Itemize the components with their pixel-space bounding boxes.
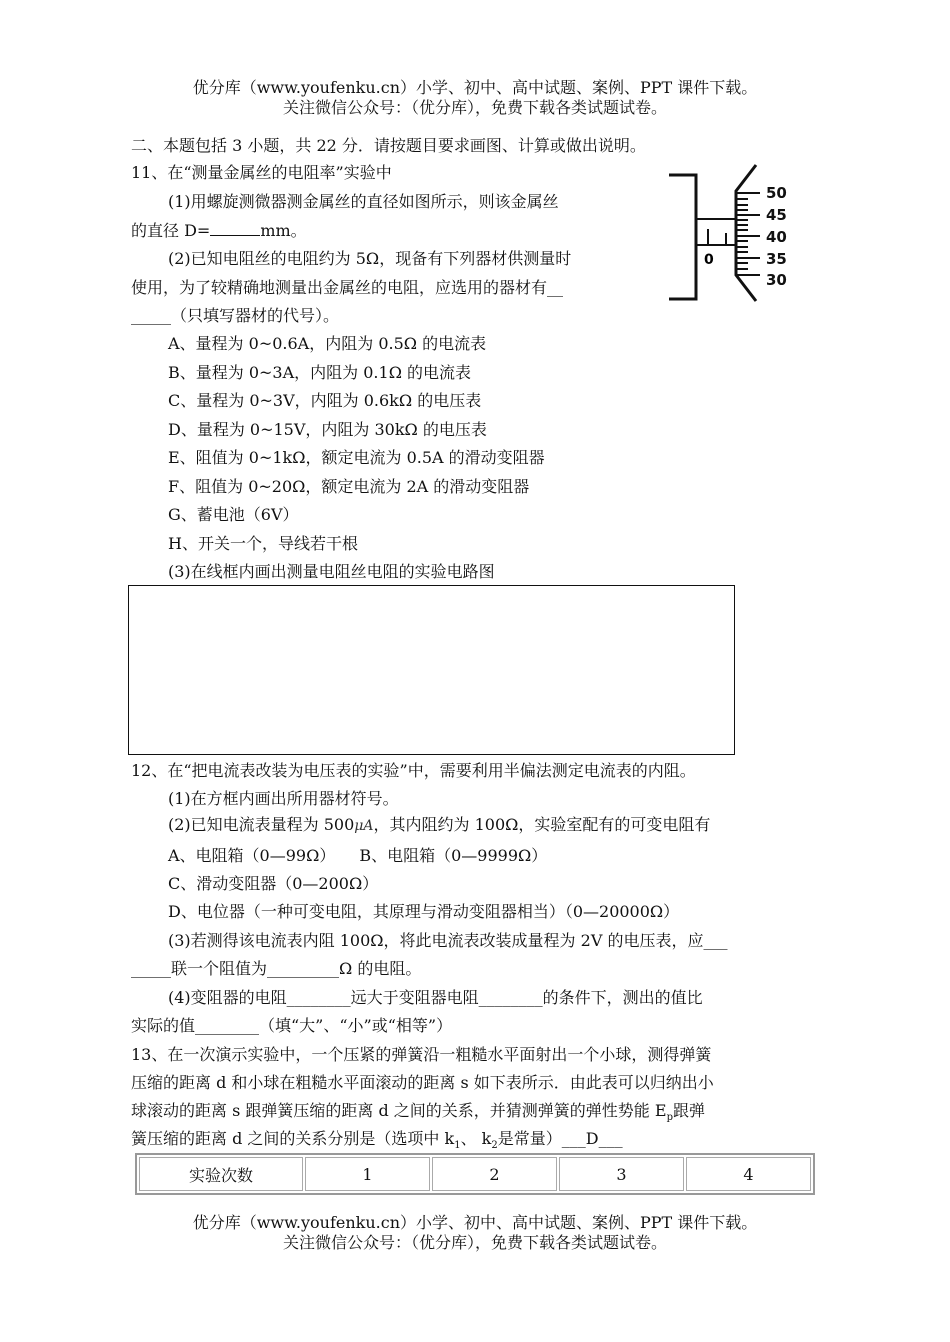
q12-unit-microamp: μA <box>354 818 374 834</box>
q12-option-d: D、电位器（一种可变电阻，其原理与滑动变阻器相当）（0—20000Ω） <box>168 902 680 921</box>
footer-line-1: 优分库（www.youfenku.cn）小学、初中、高中试题、案例、PPT 课件下载。 <box>192 1213 758 1232</box>
circuit-drawing-frame <box>128 585 735 755</box>
q13-line1: 13、在一次演示实验中，一个压紧的弹簧沿一粗糙水平面射出一个小球，测得弹簧 <box>131 1045 712 1064</box>
q13-line4-text: 簧压缩的距离 d 之间的关系分别是（选项中 k <box>131 1129 455 1148</box>
q11-part2-line3: _____（只填写器材的代号）。 <box>131 306 340 325</box>
q13-line3-tail: 跟弹 <box>672 1101 705 1120</box>
q11-diameter-label: 的直径 D= <box>131 221 211 240</box>
table-header-cell: 实验次数 <box>139 1157 303 1191</box>
q11-part2-line2: 使用，为了较精确地测量出金属丝的电阻，应选用的器材有__ <box>131 278 564 297</box>
micrometer-tick-30: 30 <box>766 271 787 289</box>
micrometer-tick-50: 50 <box>766 184 787 202</box>
q11-part1-line1: (1)用螺旋测微器测金属丝的直径如图所示，则该金属丝 <box>168 192 559 211</box>
q13-line2: 压缩的距离 d 和小球在粗糙水平面滚动的距离 s 如下表所示．由此表可以归纳出小 <box>131 1073 714 1092</box>
q11-diameter-unit: mm。 <box>260 221 307 240</box>
micrometer-tick-40: 40 <box>766 228 787 246</box>
q11-option-d: D、量程为 0~15V，内阻为 30kΩ 的电压表 <box>168 420 487 439</box>
table-col-4: 4 <box>686 1157 811 1191</box>
micrometer-figure <box>664 163 814 308</box>
q12-option-ab: A、电阻箱（0—99Ω） B、电阻箱（0—9999Ω） <box>168 846 548 865</box>
micrometer-thimble-ticks <box>736 193 760 275</box>
table-col-1: 1 <box>305 1157 430 1191</box>
q13-subscript-2: 2 <box>491 1140 498 1152</box>
micrometer-frame <box>669 175 696 299</box>
micrometer-tick-35: 35 <box>766 250 787 268</box>
q12-option-c: C、滑动变阻器（0—200Ω） <box>168 874 379 893</box>
table-row <box>139 1157 811 1191</box>
q13-line3 <box>131 1100 705 1129</box>
q11-option-g: G、蓄电池（6V） <box>168 505 299 524</box>
header-line-1: 优分库（www.youfenku.cn）小学、初中、高中试题、案例、PPT 课件下载。 <box>192 78 758 97</box>
q11-option-f: F、阻值为 0~20Ω，额定电流为 2A 的滑动变阻器 <box>168 477 530 496</box>
q11-option-b: B、量程为 0~3A，内阻为 0.1Ω 的电流表 <box>168 363 472 382</box>
q13-data-table <box>135 1153 815 1195</box>
q13-line3-text: 球滚动的距离 s 跟弹簧压缩的距离 d 之间的关系，并猜测弹簧的弹性势能 E <box>131 1101 667 1120</box>
q13-subscript-p: p <box>666 1112 673 1124</box>
q11-diameter-blank <box>210 219 260 236</box>
q11-title: 11、在“测量金属丝的电阻率”实验中 <box>131 163 392 182</box>
q11-part2-line1: (2)已知电阻丝的电阻约为 5Ω，现备有下列器材供测量时 <box>168 249 572 268</box>
q12-part2 <box>168 814 710 837</box>
header-line-2: 关注微信公众号：（优分库），免费下载各类试题试卷。 <box>282 98 667 117</box>
micrometer-zero-label: 0 <box>704 252 714 268</box>
table-col-2: 2 <box>432 1157 557 1191</box>
q13-line4-mid: 、 k <box>460 1129 492 1148</box>
section-title: 二、本题包括 3 小题，共 22 分．请按题目要求画图、计算或做出说明。 <box>131 136 646 155</box>
q12-part2-text-2: ，其内阻约为 100Ω，实验室配有的可变电阻有 <box>373 815 711 834</box>
q11-option-a: A、量程为 0~0.6A，内阻为 0.5Ω 的电流表 <box>168 334 487 353</box>
q12-title: 12、在“把电流表改装为电压表的实验”中，需要利用半偏法测定电流表的内阻。 <box>131 761 696 780</box>
table-col-3: 3 <box>559 1157 684 1191</box>
q11-part3: (3)在线框内画出测量电阻丝电阻的实验电路图 <box>168 562 495 581</box>
q12-part1: (1)在方框内画出所用器材符号。 <box>168 789 399 808</box>
q12-part3-line1: (3)若测得该电流表内阻 100Ω，将此电流表改装成量程为 2V 的电压表，应___ <box>168 931 728 950</box>
q13-line4-tail: 是常量） <box>497 1129 562 1148</box>
q11-option-c: C、量程为 0~3V，内阻为 0.6kΩ 的电压表 <box>168 391 482 410</box>
q11-option-h: H、开关一个，导线若干根 <box>168 534 358 553</box>
q12-part3-line2: _____联一个阻值为_________Ω 的电阻。 <box>131 959 422 978</box>
q13-subscript-1: 1 <box>454 1140 461 1152</box>
q13-answer: ___D___ <box>561 1129 623 1148</box>
footer-line-2: 关注微信公众号：（优分库），免费下载各类试题试卷。 <box>282 1233 667 1252</box>
q12-part2-text: (2)已知电流表量程为 500 <box>168 815 355 834</box>
q12-part4-line2: 实际的值________（填“大”、“小”或“相等”） <box>131 1016 453 1035</box>
q11-part1-line2 <box>131 219 307 242</box>
micrometer-sleeve <box>696 219 736 245</box>
q11-option-e: E、阻值为 0~1kΩ，额定电流为 0.5A 的滑动变阻器 <box>168 448 545 467</box>
micrometer-thimble <box>736 165 756 301</box>
q12-part4-line1: (4)变阻器的电阻________远大于变阻器电阻________的条件下，测出的值比 <box>168 988 703 1007</box>
micrometer-tick-45: 45 <box>766 206 787 224</box>
